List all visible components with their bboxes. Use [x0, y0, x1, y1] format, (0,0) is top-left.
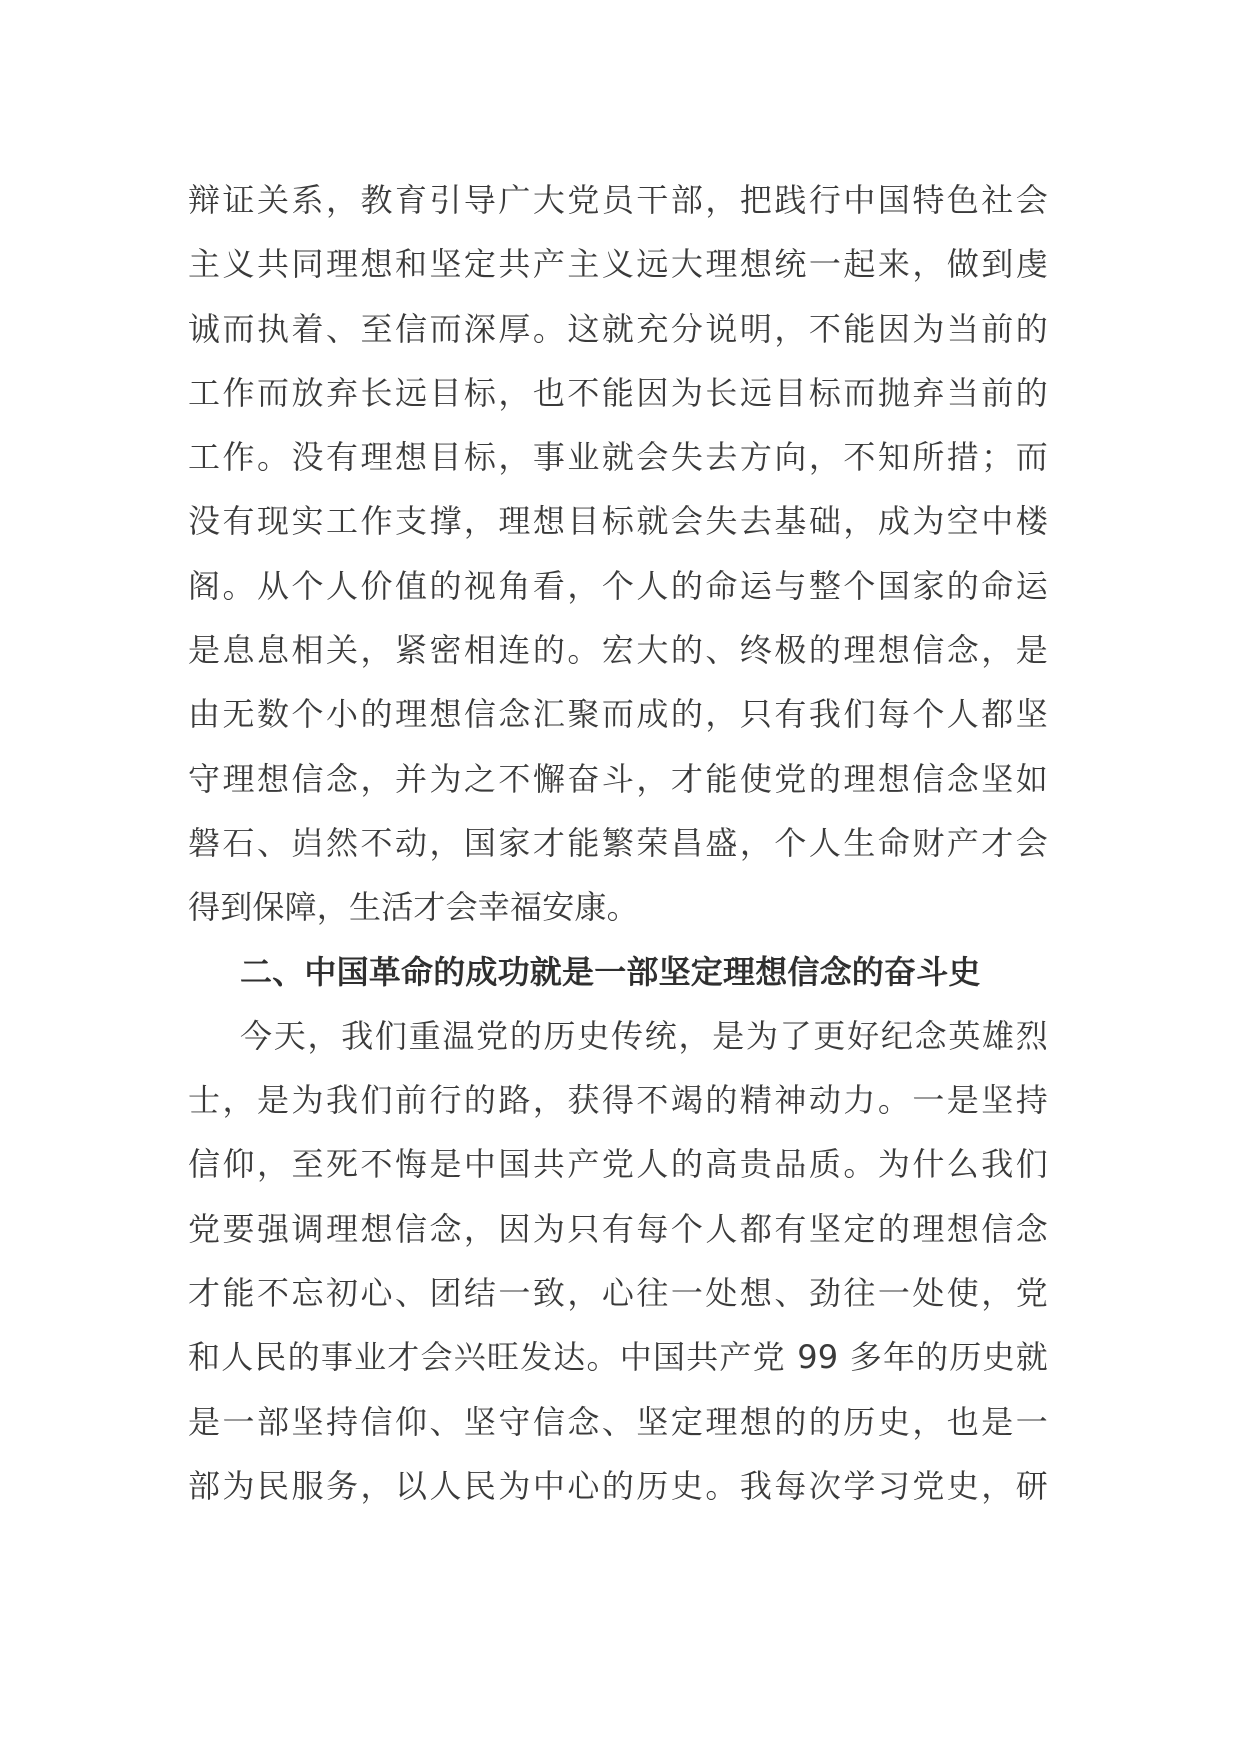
text-line: 信仰，至死不悔是中国共产党人的高贵品质。为什么我们	[188, 1145, 1048, 1184]
text-line: 由无数个小的理想信念汇聚而成的，只有我们每个人都坚	[188, 695, 1048, 734]
document-body	[188, 168, 1048, 1518]
text-line: 诚而执着、至信而深厚。这就充分说明，不能因为当前的	[188, 309, 1048, 348]
paragraph-2	[188, 1004, 1048, 1518]
text-line: 和人民的事业才会兴旺发达。中国共产党 99 多年的历史就	[188, 1338, 1048, 1377]
text-line: 辩证关系，教育引导广大党员干部，把践行中国特色社会	[188, 181, 1048, 219]
text-line: 是一部坚持信仰、坚守信念、坚定理想的的历史，也是一	[188, 1402, 1048, 1441]
text-line: 是息息相关，紧密相连的。宏大的、终极的理想信念，是	[188, 631, 1048, 670]
text-line: 部为民服务，以人民为中心的历史。我每次学习党史，研	[188, 1466, 1048, 1505]
text-line: 党要强调理想信念，因为只有每个人都有坚定的理想信念	[188, 1209, 1048, 1248]
text-line: 今天，我们重温党的历史传统，是为了更好纪念英雄烈	[240, 1016, 1048, 1055]
text-line: 才能不忘初心、团结一致，心往一处想、劲往一处使，党	[188, 1274, 1048, 1313]
text-line: 阁。从个人价值的视角看，个人的命运与整个国家的命运	[188, 566, 1048, 605]
text-line: 士，是为我们前行的路，获得不竭的精神动力。一是坚持	[188, 1081, 1048, 1120]
text-line: 守理想信念，并为之不懈奋斗，才能使党的理想信念坚如	[188, 759, 1048, 798]
section-heading: 二、中国革命的成功就是一部坚定理想信念的奋斗史	[240, 952, 981, 991]
text-line: 主义共同理想和坚定共产主义远大理想统一起来，做到虔	[188, 245, 1048, 284]
text-line: 工作。没有理想目标，事业就会失去方向，不知所措；而	[188, 438, 1048, 477]
paragraph-1	[188, 168, 1048, 940]
text-line: 得到保障，生活才会幸福安康。	[188, 888, 639, 927]
text-line: 工作而放弃长远目标，也不能因为长远目标而抛弃当前的	[188, 373, 1048, 412]
text-line: 磐石、岿然不动，国家才能繁荣昌盛，个人生命财产才会	[188, 823, 1048, 862]
text-line: 没有现实工作支撑，理想目标就会失去基础，成为空中楼	[188, 502, 1048, 541]
